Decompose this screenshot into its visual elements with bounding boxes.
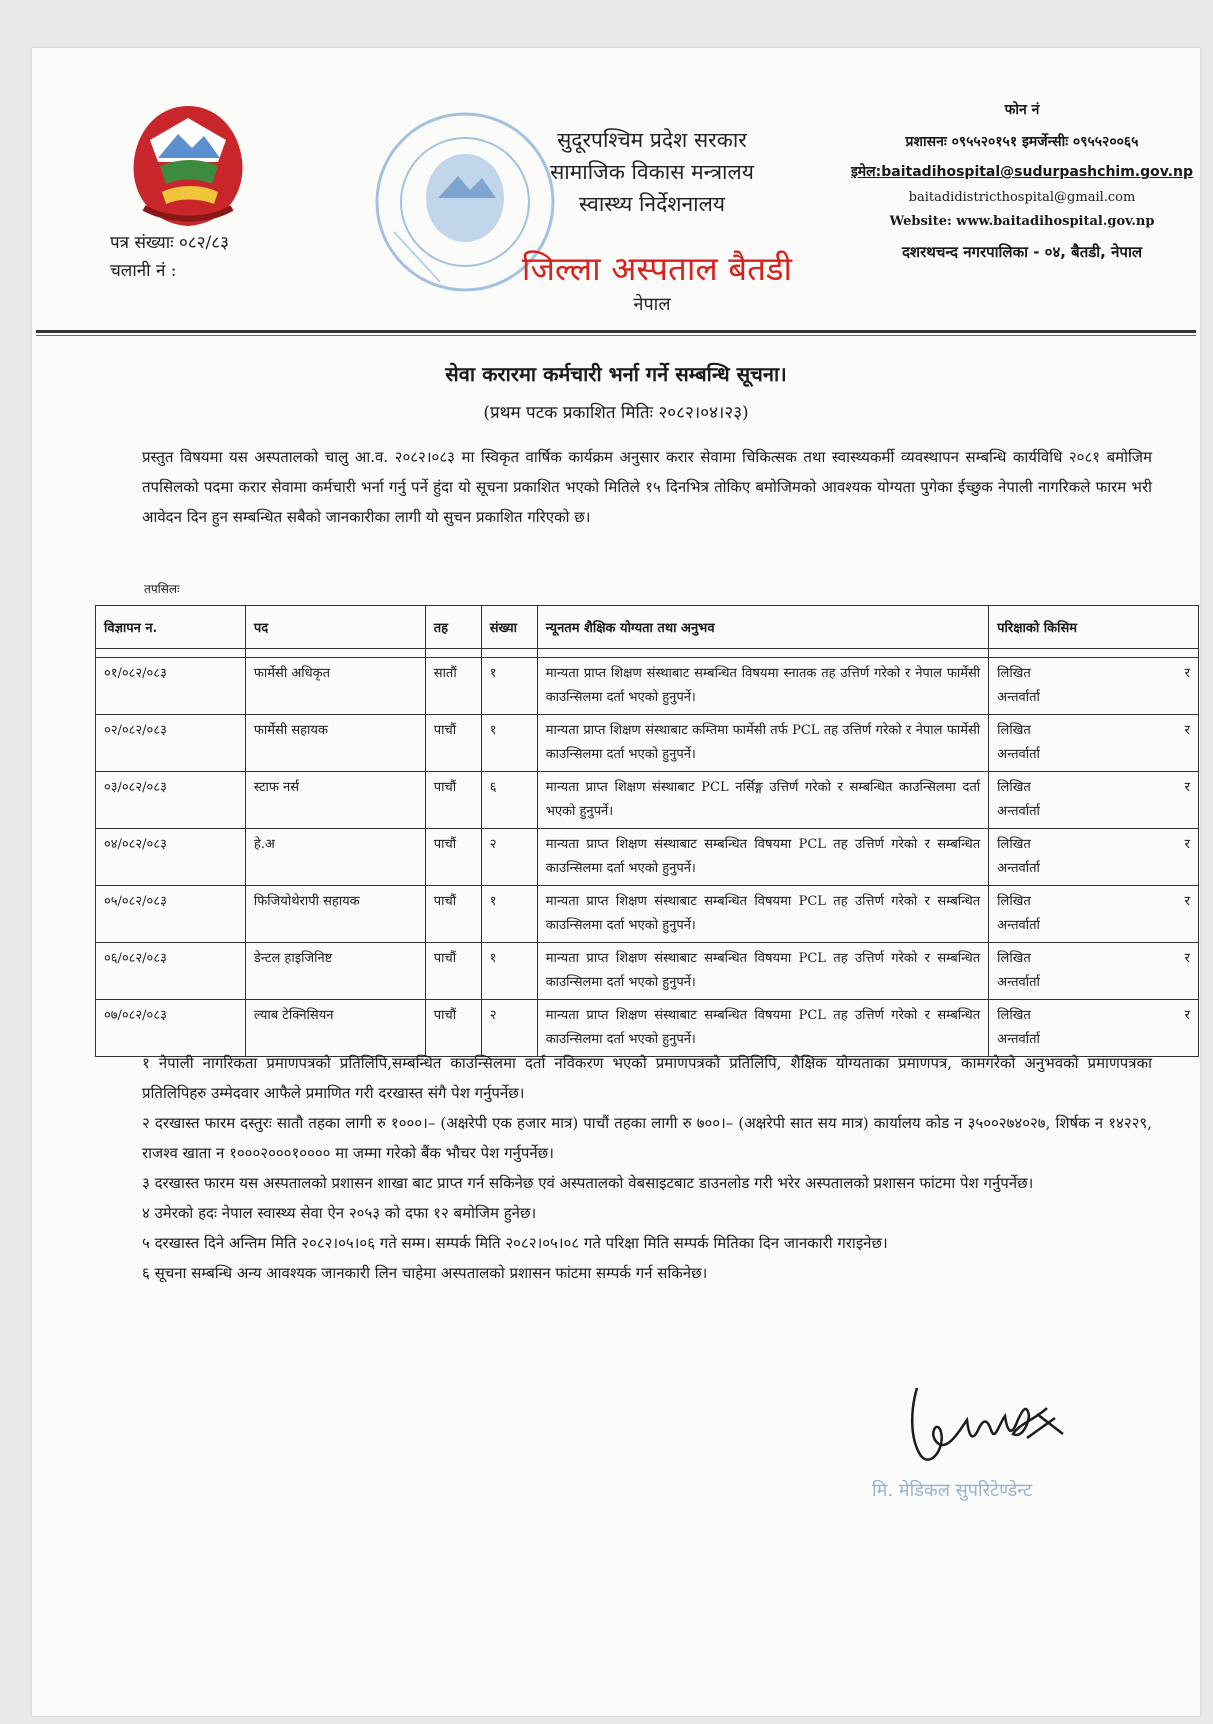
header-yogyata: न्यूनतम शैक्षिक योग्यता तथा अनुभव [537, 606, 988, 649]
post-level: पाचौं [425, 1000, 481, 1057]
exam-written: लिखित [997, 780, 1031, 795]
exam-type [989, 658, 1199, 715]
table-row [96, 943, 1199, 1000]
vigyapan-number: ०१/०८२/०८३ [96, 658, 246, 715]
exam-interview: अन्तर्वार्ता [997, 975, 1040, 990]
post-name: डेन्टल हाइजिनिष्ट [245, 943, 425, 1000]
post-level: सातौं [425, 658, 481, 715]
post-count: २ [481, 1000, 537, 1057]
vigyapan-number: ०७/०८२/०८३ [96, 1000, 246, 1057]
vigyapan-number: ०२/०८२/०८३ [96, 715, 246, 772]
exam-type [989, 772, 1199, 829]
exam-type [989, 886, 1199, 943]
post-name: स्टाफ नर्स [245, 772, 425, 829]
post-name: फिजियोथेरापी सहायक [245, 886, 425, 943]
nepal-emblem-icon [120, 100, 256, 232]
exam-and: र [1184, 666, 1190, 681]
notice-title: सेवा करारमा कर्मचारी भर्ना गर्ने सम्बन्धि सूचना। [445, 362, 787, 386]
exam-interview: अन्तर्वार्ता [997, 690, 1040, 705]
address: दशरथचन्द नगरपालिका - ०४, बैतडी, नेपाल [901, 243, 1143, 261]
posts-table [95, 605, 1199, 1057]
exam-and: र [1184, 780, 1190, 795]
post-count: १ [481, 943, 537, 1000]
exam-and: र [1184, 837, 1190, 852]
spacer-cell [989, 649, 1199, 658]
post-name: फार्मेसी अधिकृत [245, 658, 425, 715]
header-vigyapan: विज्ञापन न. [96, 606, 246, 649]
table-row [96, 715, 1199, 772]
exam-interview: अन्तर्वार्ता [997, 747, 1040, 762]
tapasil-label: तपसिलः [144, 582, 180, 596]
header-tah: तह [425, 606, 481, 649]
phone-heading: फोन नं [1004, 102, 1040, 118]
exam-interview: अन्तर्वार्ता [997, 1032, 1040, 1047]
exam-written: लिखित [997, 894, 1031, 909]
table-spacer-row [96, 649, 1199, 658]
note-3: ३ दरखास्त फारम यस अस्पतालको प्रशासन शाखा बाट प्राप्त गर्न सकिनेछ एवं अस्पतालको वेबसाइटबाट डाउनलोड गरी भरेर अस्पतालको प्रशासन फांटमा पेश गर्नुपर्नेछ। [142, 1174, 1034, 1192]
table-body [96, 649, 1199, 1057]
exam-and: र [1184, 894, 1190, 909]
vigyapan-number: ०६/०८२/०८३ [96, 943, 246, 1000]
post-level: पाचौं [425, 943, 481, 1000]
vigyapan-number: ०५/०८२/०८३ [96, 886, 246, 943]
exam-interview: अन्तर्वार्ता [997, 918, 1040, 933]
qualification: मान्यता प्राप्त शिक्षण संस्थाबाट सम्बन्धित विषयमा स्नातक तह उत्तिर्ण गरेको र नेपाल फार्मेसी काउन्सिलमा दर्ता भएको हुनुपर्ने। [537, 658, 988, 715]
header-pad: पद [245, 606, 425, 649]
exam-type [989, 829, 1199, 886]
note-6: ६ सूचना सम्बन्धि अन्य आवश्यक जानकारी लिन चाहेमा अस्पतालको प्रशासन फांटमा सम्पर्क गर्न सकिनेछ। [142, 1264, 708, 1282]
spacer-cell [537, 649, 988, 658]
notice-subtitle: (प्रथम पटक प्रकाशित मितिः २०८२।०४।२३) [483, 403, 749, 423]
note-1: १ नेपाली नागरिकता प्रमाणपत्रको प्रतिलिपि,सम्बन्धित काउन्सिलमा दर्ता नविकरण भएको प्रमाणपत्रको प्रतिलिपि, शैक्षिक योग्यताका प्रमाणपत्र, कामगरेको अनुभवको प्रमाणपत्रका प्रतिलिपिहरु उम्मेदवार आफैले प्रमाणित गरी दरखास्त संगै पेश गर्नुपर्नेछ। [142, 1054, 1152, 1102]
qualification: मान्यता प्राप्त शिक्षण संस्थाबाट सम्बन्धित विषयमा PCL तह उत्तिर्ण गरेको र सम्बन्धित काउन्सिलमा दर्ता भएको हुनुपर्ने। [537, 886, 988, 943]
post-name: ल्याब टेक्निसियन [245, 1000, 425, 1057]
header-divider [36, 330, 1196, 333]
qualification: मान्यता प्राप्त शिक्षण संस्थाबाट PCL नर्सिङ्ग उत्तिर्ण गरेको र सम्बन्धित काउन्सिलमा दर्ता भएको हुनुपर्ने। [537, 772, 988, 829]
exam-interview: अन्तर्वार्ता [997, 861, 1040, 876]
hospital-name: जिल्ला अस्पताल बैतडी [521, 249, 793, 288]
email-link[interactable]: इमेल:baitadihospital@sudurpashchim.gov.np [850, 164, 1194, 180]
exam-written: लिखित [997, 837, 1031, 852]
exam-type [989, 943, 1199, 1000]
exam-written: लिखित [997, 666, 1031, 681]
table-row [96, 886, 1199, 943]
qualification: मान्यता प्राप्त शिक्षण संस्थाबाट सम्बन्धित विषयमा PCL तह उत्तिर्ण गरेको र सम्बन्धित काउन्सिलमा दर्ता भएको हुनुपर्ने। [537, 829, 988, 886]
spacer-cell [481, 649, 537, 658]
vigyapan-number: ०४/०८२/०८३ [96, 829, 246, 886]
table-row [96, 829, 1199, 886]
exam-interview: अन्तर्वार्ता [997, 804, 1040, 819]
table-header-row [96, 606, 1199, 649]
header-pariksha: परिक्षाको किसिम [989, 606, 1199, 649]
ministry-line-2: सामाजिक विकास मन्त्रालय [550, 160, 754, 184]
header-divider-thin [36, 335, 1196, 336]
qualification: मान्यता प्राप्त शिक्षण संस्थाबाट कम्तिमा फार्मेसी तर्फ PCL तह उत्तिर्ण गरेको र नेपाल फार्मेसी काउन्सिलमा दर्ता भएको हुनुपर्ने। [537, 715, 988, 772]
post-count: १ [481, 886, 537, 943]
post-count: ६ [481, 772, 537, 829]
post-count: २ [481, 829, 537, 886]
qualification: मान्यता प्राप्त शिक्षण संस्थाबाट सम्बन्धित विषयमा PCL तह उत्तिर्ण गरेको र सम्बन्धित काउन्सिलमा दर्ता भएको हुनुपर्ने। [537, 1000, 988, 1057]
note-4: ४ उमेरको हदः नेपाल स्वास्थ्य सेवा ऐन २०५३ को दफा १२ बमोजिम हुनेछ। [142, 1204, 537, 1222]
post-name: हे.अ [245, 829, 425, 886]
vigyapan-number: ०३/०८२/०८३ [96, 772, 246, 829]
post-level: पाचौं [425, 772, 481, 829]
exam-and: र [1184, 723, 1190, 738]
spacer-cell [425, 649, 481, 658]
post-name: फार्मेसी सहायक [245, 715, 425, 772]
exam-and: र [1184, 1008, 1190, 1023]
gmail-address[interactable]: baitadidistricthospital@gmail.com [908, 190, 1136, 205]
post-count: १ [481, 715, 537, 772]
exam-and: र [1184, 951, 1190, 966]
country: नेपाल [633, 294, 671, 315]
spacer-cell [96, 649, 246, 658]
header-sankhya: संख्या [481, 606, 537, 649]
chalani-number: चलानी नं : [110, 261, 177, 281]
post-level: पाचौं [425, 829, 481, 886]
notice-sheet [32, 48, 1200, 1716]
website-link[interactable]: Website: www.baitadihospital.gov.np [889, 214, 1155, 229]
notice-body: प्रस्तुत विषयमा यस अस्पतालको चालु आ.व. २०८२।०८३ मा स्विकृत वार्षिक कार्यक्रम अनुसार करार सेवामा चिकित्सक तथा स्वास्थ्यकर्मी व्यवस्थापन सम्बन्धि कार्यविधि २०८१ बमोजिम तपसिलको पदमा करार सेवामा कर्मचारी भर्ना गर्नु पर्ने हुंदा यो सूचना प्रकाशित भएको मितिले १५ दिनभित्र तोकिए बमोजिमको आवश्यक योग्यता पुगेका ईच्छुक नेपाली नागरिकले फारम भरी आवेदन दिन हुन सम्बन्धित सबैको जानकारीका लागी यो सुचन प्रकाशित गरिएको छ। [142, 448, 1152, 526]
ministry-line-1: सुदूरपश्चिम प्रदेश सरकार [557, 128, 747, 152]
signature-title: मि. मेडिकल सुपरिटेण्डेन्ट [871, 1480, 1033, 1501]
phone-numbers: प्रशासनः ०९५५२०१५१ इमर्जेन्सीः ०९५५२००६५ [905, 134, 1139, 150]
patra-sankhya: पत्र संख्याः ०८२/८३ [110, 233, 229, 253]
table-row [96, 658, 1199, 715]
notes-section [142, 1048, 1152, 1288]
exam-type [989, 715, 1199, 772]
note-5: ५ दरखास्त दिने अन्तिम मिति २०८२।०५।०६ गते सम्म। सम्पर्क मिति २०८२।०५।०८ गते परिक्षा मिति सम्पर्क मितिका दिन जानकारी गराइनेछ। [142, 1234, 888, 1252]
signature-icon [887, 1378, 1087, 1473]
post-count: १ [481, 658, 537, 715]
qualification: मान्यता प्राप्त शिक्षण संस्थाबाट सम्बन्धित विषयमा PCL तह उत्तिर्ण गरेको र सम्बन्धित काउन्सिलमा दर्ता भएको हुनुपर्ने। [537, 943, 988, 1000]
spacer-cell [245, 649, 425, 658]
post-level: पाचौं [425, 886, 481, 943]
table-row [96, 772, 1199, 829]
exam-written: लिखित [997, 951, 1031, 966]
ministry-line-3: स्वास्थ्य निर्देशनालय [578, 192, 726, 216]
exam-written: लिखित [997, 1008, 1031, 1023]
post-level: पाचौं [425, 715, 481, 772]
exam-written: लिखित [997, 723, 1031, 738]
note-2: २ दरखास्त फारम दस्तुरः सातौ तहका लागी रु १०००।– (अक्षरेपी एक हजार मात्र) पाचौं तहका लागी रु ७००।– (अक्षरेपी सात सय मात्र) कार्यालय कोड न ३५००२७४०२७, शिर्षक न १४२२९, राजश्व खाता न १०००२०००१०००० मा जम्मा गरेको बैंक भौचर पेश गर्नुपर्नेछ। [142, 1114, 1152, 1162]
